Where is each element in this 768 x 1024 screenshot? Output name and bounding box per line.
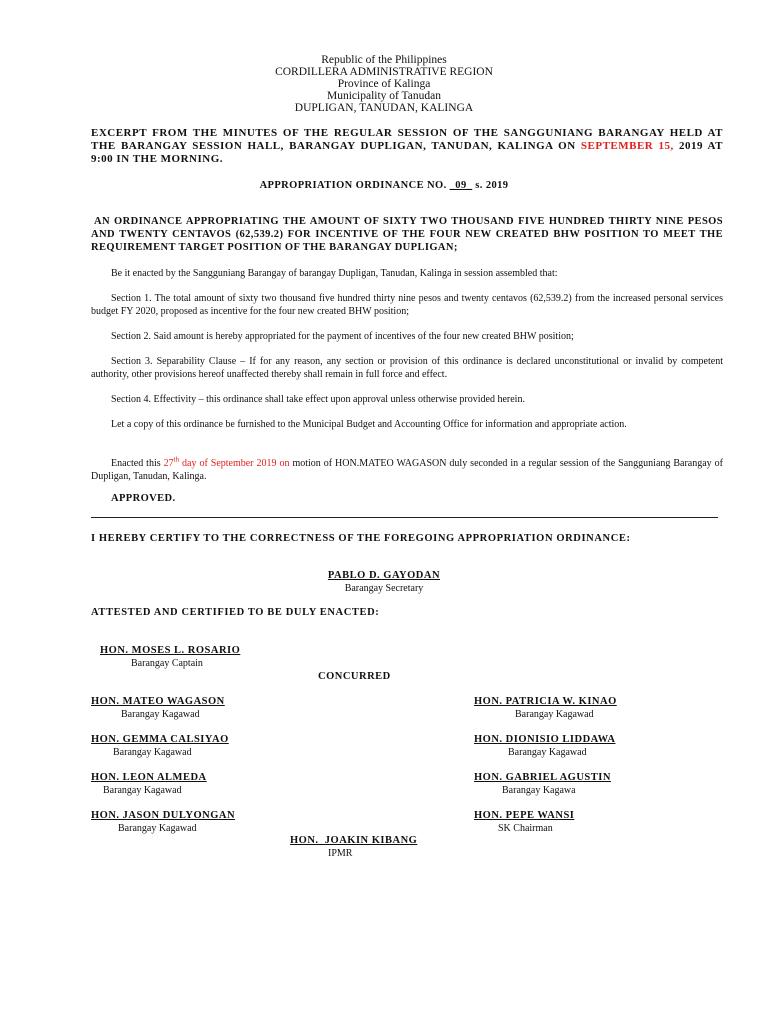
signatory-right-title: Barangay Kagawad [515, 709, 594, 720]
signatory-right-name: HON. DIONISIO LIDDAWA [474, 734, 616, 745]
header-republic: Republic of the Philippines [321, 54, 447, 66]
certify-heading: I HEREBY CERTIFY TO THE CORRECTNESS OF THE FOREGOING APPROPRIATION ORDINANCE: [91, 533, 631, 544]
enacted-day: 27th day of September 2019 on [163, 455, 290, 469]
ordinance-title: AN ORDINANCE APPROPRIATING THE AMOUNT OF SIXTY TWO THOUSAND FIVE HUNDRED THIRTY NINE PESOS AND TWENTY CENTAVOS (62,539.2) FOR INCENTIVE OF THE FOUR NEW CREATED BHW POSITION TO MEET THE REQUIREMENT TARGET POSITION OF THE BARANGAY DUPLIGAN; [91, 216, 723, 253]
header-province: Province of Kalinga [337, 78, 431, 90]
signatory-right-title: SK Chairman [498, 823, 553, 834]
section-1: Section 1. The total amount of sixty two thousand five hundred thirty nine pesos and twenty centavos (62,539.2) from the increased personal services budget FY 2020, proposed as incentive for the four new created BHW position; [91, 293, 723, 317]
section-2: Section 2. Said amount is hereby appropriated for the payment of incentives of the four new created BHW position; [111, 331, 574, 342]
excerpt-text: EXCERPT FROM THE MINUTES OF THE REGULAR SESSION OF THE SANGGUNIANG BARANGAY HELD AT THE BARANGAY SESSION HALL, BARANGAY DUPLIGAN, TANUDAN, KALINGA ON [91, 127, 723, 152]
signatory-right-title: Barangay Kagawa [502, 785, 576, 796]
ipmr-title: IPMR [328, 848, 353, 859]
secretary-name: PABLO D. GAYODAN [327, 570, 441, 581]
section-4: Section 4. Effectivity – this ordinance shall take effect upon approval unless otherwise provided herein. [111, 394, 525, 405]
ordinance-number: APPROPRIATION ORDINANCE NO. _09_ s. 2019 [259, 180, 509, 191]
signatory-left-name: HON. GEMMA CALSIYAO [91, 734, 229, 745]
excerpt-date: SEPTEMBER 15, [580, 140, 674, 152]
signatory-left-title: Barangay Kagawad [113, 747, 192, 758]
captain-name: HON. MOSES L. ROSARIO [100, 645, 241, 656]
signatory-left-name: HON. LEON ALMEDA [91, 772, 207, 783]
signatory-right-title: Barangay Kagawad [508, 747, 587, 758]
signatory-left-name: HON. MATEO WAGASON [91, 696, 225, 707]
signatory-left-title: Barangay Kagawad [121, 709, 200, 720]
signatory-right-name: HON. PATRICIA W. KINAO [474, 696, 617, 707]
ordinance-number-value: _09_ [449, 180, 473, 191]
excerpt-heading [91, 127, 723, 166]
section-3: Section 3. Separability Clause – If for any reason, any section or provision of this ordinance is declared unconstitutional or invalid by competent authority, other provisions hereof unaffected thereby shall remain in full force and effect. [91, 356, 723, 380]
signatory-right-name: HON. PEPE WANSI [474, 810, 575, 821]
enacted-intro: Be it enacted by the Sangguniang Barangay of barangay Dupligan, Tanudan, Kalinga in session assembled that: [111, 268, 558, 279]
ipmr-name: HON. JOAKIN KIBANG [290, 835, 418, 846]
excerpt-time: 2019 AT 9:00 IN THE MORNING. [91, 140, 724, 165]
signatory-left-name: HON. JASON DULYONGAN [91, 810, 236, 821]
signatory-right-name: HON. GABRIEL AGUSTIN [474, 772, 611, 783]
approved-label: APPROVED. [111, 493, 176, 504]
secretary-title: Barangay Secretary [344, 583, 424, 594]
divider-line [91, 517, 718, 518]
copy-furnish: Let a copy of this ordinance be furnished to the Municipal Budget and Accounting Office for information and appropriate action. [111, 419, 627, 430]
header-municipality: Municipality of Tanudan [327, 90, 441, 102]
enacted-date: Enacted this 27th day of September 2019 on motion of HON.MATEO WAGASON duly seconded in a regular session of the Sangguniang Barangay of Dupligan, Tanudan, Kalinga. [91, 455, 723, 482]
header-barangay: DUPLIGAN, TANUDAN, KALINGA [294, 102, 474, 114]
signatory-left-title: Barangay Kagawad [103, 785, 182, 796]
attested-heading: ATTESTED AND CERTIFIED TO BE DULY ENACTED: [91, 607, 380, 618]
captain-title: Barangay Captain [131, 658, 203, 669]
concurred-label: CONCURRED [318, 671, 391, 682]
signatory-left-title: Barangay Kagawad [118, 823, 197, 834]
header-region: CORDILLERA ADMINISTRATIVE REGION [275, 66, 493, 78]
